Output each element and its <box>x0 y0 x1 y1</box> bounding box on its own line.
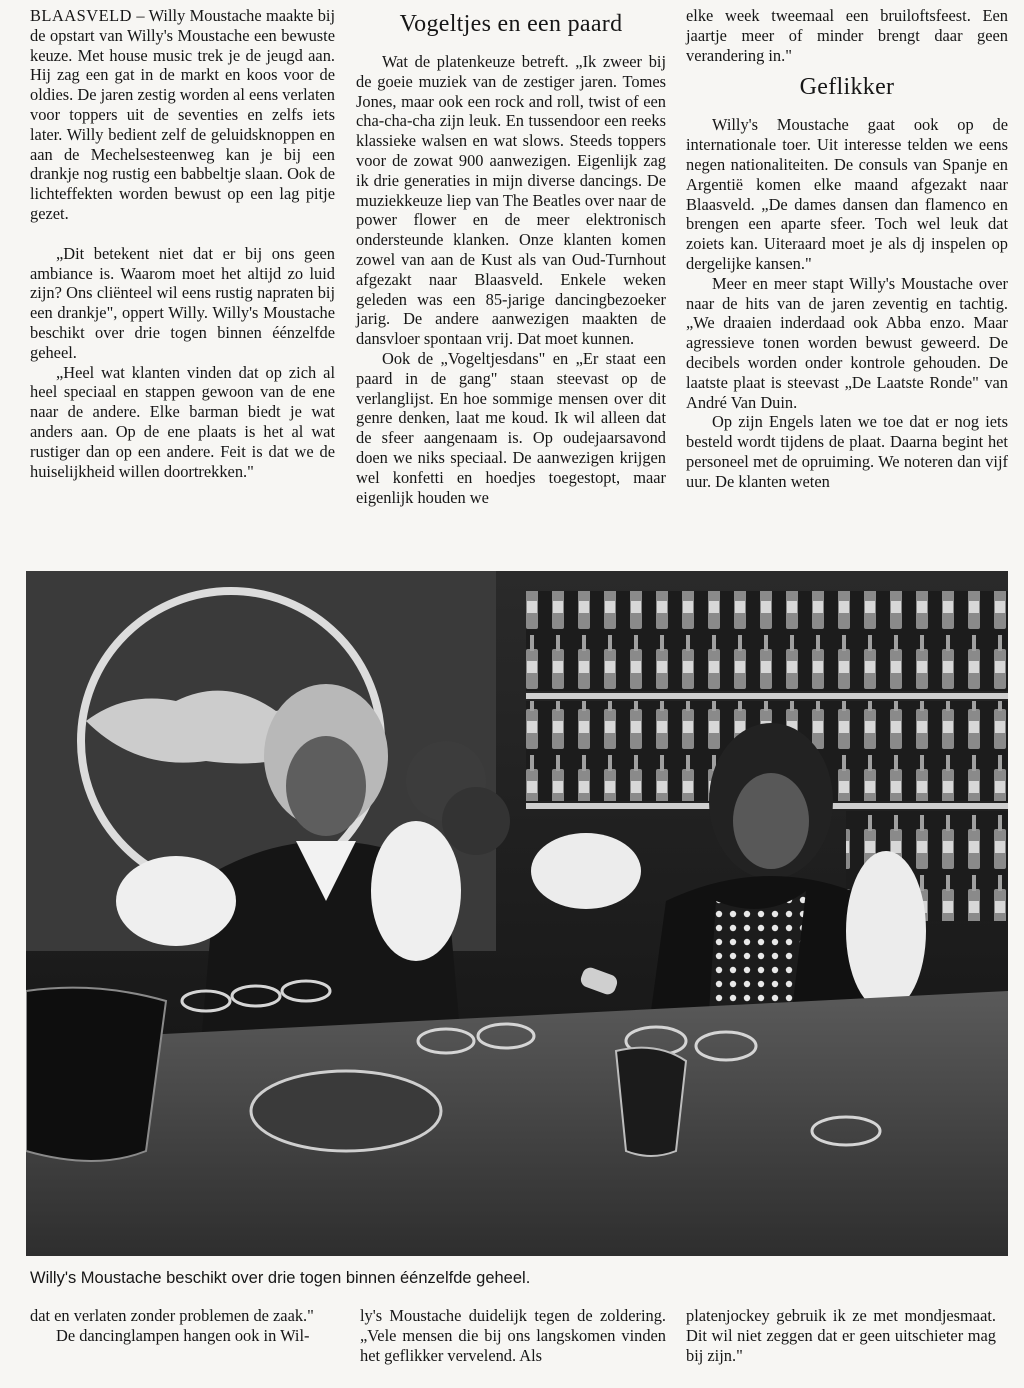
article-paragraph: ly's Moustache duidelijk tegen de zoldering. „Vele mensen die bij ons langskomen vinden het geflikker vervelend. Als <box>360 1306 666 1365</box>
article-paragraph <box>30 6 335 224</box>
article-paragraph: Meer en meer stapt Willy's Moustache over naar de hits van de jaren zeventig en tachtig. „We draaien inderdaad ook Abba enzo. Maar agressieve tonen worden bewust geweerd. De decibels worden onder kontrole gehouden. De laatste plaat is steevast „De Laatste Ronde" van André Van Duin. <box>686 273 1008 412</box>
article-paragraph: platenjockey gebruik ik ze met mondjesmaat. Dit wil niet zeggen dat er geen uitschieter mag bij zijn." <box>686 1306 996 1365</box>
article-paragraph: „Dit betekent niet dat er bij ons geen ambiance is. Waarom moet het altijd zo luid zijn? Ons cliënteel wil eens rustig napraten bij een drankje", oppert Willy. Willy's Moustache beschikt over drie togen binnen éénzelfde geheel. <box>30 243 335 362</box>
dateline: BLAASVELD <box>30 6 132 25</box>
article-column-2 <box>356 6 666 507</box>
subheading-vogeltjes: Vogeltjes en een paard <box>399 11 623 37</box>
article-paragraph: dat en verlaten zonder problemen de zaak." <box>30 1306 314 1325</box>
article-paragraph: Ook de „Vogeltjesdans" en „Er staat een paard in de gang" staan steevast op de verlanglijst. En hoe sommige mensen over dit genre denken, laat me koud. Ik wil alleen dat de sfeer aangenaam is. Op oudejaarsavond doen we niks speciaal. De aanwezigen krijgen wel konfetti en hoedjes toegestopt, maar eigenlijk houden we <box>356 348 666 507</box>
continuation-column-1 <box>30 1306 335 1346</box>
subheading-geflikker: Geflikker <box>799 74 895 101</box>
bar-photo <box>26 571 1008 1256</box>
paragraph-text: – Willy Moustache maakte bij de opstart van Willy's Moustache een bewuste keuze. Met house music trek je de jeugd aan. Hij zag een gat in de markt en koos voor de oldies. De jaren zestig worden al eens verlaten voor toppers uit de seventies en zelfs iets later. Willy bedient zelf de geluidsknoppen en aan de Mechelsesteenweg kan je bij een drankje nog rustig een babbeltje slaan. Ook de lichteffekten worden bewust op een lag pitje gezet. <box>30 6 335 223</box>
article-paragraph: „Heel wat klanten vinden dat op zich al heel speciaal en stappen gewoon van de ene naar de andere. Elke barman biedt je wat anders aan. Op de ene plaats is het al wat rustiger dan op een andere. Feit is dat we de huiselijkheid willen doortrekken." <box>30 362 335 481</box>
continuation-column-2 <box>360 1306 666 1365</box>
article-column-3 <box>686 6 1008 492</box>
photo-caption: Willy's Moustache beschikt over drie togen binnen éénzelfde geheel. <box>30 1269 531 1287</box>
article-paragraph: Wat de platenkeuze betreft. „Ik zweer bij de goeie muziek van de zestiger jaren. Tomes Jones, maar ook een rock and roll, twist of een cha-cha-cha zijn leuk. En tussendoor een reeks klassieke walsen en wat slows. Steeds toppers voor de zowat 900 aanwezigen. Eigenlijk zag ik drie generaties in mijn diverse dancings. De muziekkeuze liep van The Beatles over naar de power flower en de meer elektronisch ondersteunde klanken. Onze klanten komen zowel van aan de Kust als van Oud-Turnhout afgezakt naar Blaasveld. Enkele weken geleden was een 85-jarige dancingbezoeker jarig. De andere aanwezigen maakten de dansvloer spontaan vrij. Dat moet kunnen. <box>356 52 666 349</box>
article-paragraph: Willy's Moustache gaat ook op de internationale toer. Uit interesse telden we eens negen nationaliteiten. De consuls van Spanje en Argentië komen elke maand afgezakt naar Blaasveld. „De dames dansen dan flamenco en brengen een aparte sfeer. Toch wel leuk dat zoiets kan. Uiteraard moet je als dj inspelen op dergelijke kansen." <box>686 115 1008 273</box>
continuation-column-3 <box>686 1306 996 1365</box>
article-column-1 <box>30 6 335 481</box>
photo-illustration <box>26 571 1008 1256</box>
article-paragraph: Op zijn Engels laten we toe dat er nog iets besteld wordt tijdens de plaat. Daarna begint het personeel met de opruiming. We noteren dan vijf uur. De klanten weten <box>686 412 1008 491</box>
article-paragraph: De dancinglampen hangen ook in Wil- <box>56 1325 310 1345</box>
article-paragraph: elke week tweemaal een bruiloftsfeest. Een jaartje meer of minder brengt daar geen verandering in." <box>686 6 1008 65</box>
